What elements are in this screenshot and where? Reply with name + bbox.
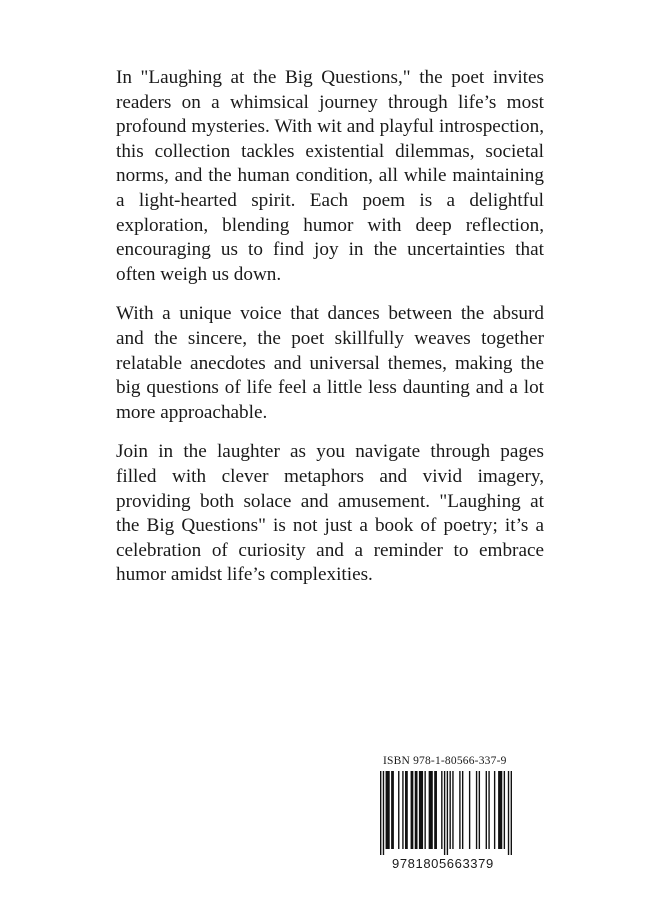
barcode-bar [449, 771, 450, 849]
barcode-bar [459, 771, 460, 849]
barcode-bar [444, 771, 445, 855]
barcode-bar [511, 771, 512, 855]
blurb-paragraph-2: With a unique voice that dances between the absurd and the sincere, the poet skillfully weaves together relatable anecdotes and universal themes, making the big questions of life feel a little less daunting and a lot more approachable. [116, 303, 544, 423]
barcode-bar [402, 771, 403, 849]
barcode-bar [386, 771, 390, 849]
barcode-bar [462, 771, 463, 849]
barcode-digits: 9781805663379 [392, 856, 494, 871]
barcode-bar [476, 771, 477, 849]
barcode-bar [434, 771, 437, 849]
barcode-bar [424, 771, 425, 849]
blurb-paragraph-3: Join in the laughter as you navigate through pages filled with clever metaphors and vivid imagery, providing both solace and amusement. "Laughing at the Big Questions" is not just a book of poetry; it’s a celebration of curiosity and a reminder to embrace humor amidst life’s complexities. [116, 441, 544, 586]
barcode-bar [411, 771, 414, 849]
barcode-bar [398, 771, 399, 849]
blurb-paragraph-1: In "Laughing at the Big Questions," the poet invites readers on a whimsical journey through life’s most profound mysteries. With wit and playful introspection, this collection tackles existential dilemmas, societal norms, and the human condition, all while maintaining a light-hearted spirit. Each poem is a delightful exploration, blending humor with deep reflection, encouraging us to find joy in the uncertainties that often weigh us down. [116, 67, 544, 285]
barcode-bar [391, 771, 394, 849]
barcode-bar [415, 771, 418, 849]
barcode-bar [488, 771, 489, 849]
barcode-bar [486, 771, 487, 849]
barcode-bar [498, 771, 502, 849]
isbn-barcode-block [380, 755, 512, 877]
barcode-bar [419, 771, 423, 849]
isbn-label: ISBN 978-1-80566-337-9 [383, 755, 507, 767]
ean13-barcode [380, 771, 512, 855]
barcode-bar [504, 771, 505, 849]
back-cover-blurb [116, 66, 544, 603]
barcode-bar [447, 771, 448, 855]
barcode-bar [380, 771, 381, 855]
barcode-bar [508, 771, 509, 855]
barcode-bar [441, 771, 442, 849]
barcode-bar [383, 771, 384, 855]
barcode-bar [429, 771, 433, 849]
barcode-bar [479, 771, 480, 849]
barcode-bar [405, 771, 408, 849]
barcode-bar [452, 771, 453, 849]
barcode-bar [494, 771, 495, 849]
barcode-bar [469, 771, 470, 849]
